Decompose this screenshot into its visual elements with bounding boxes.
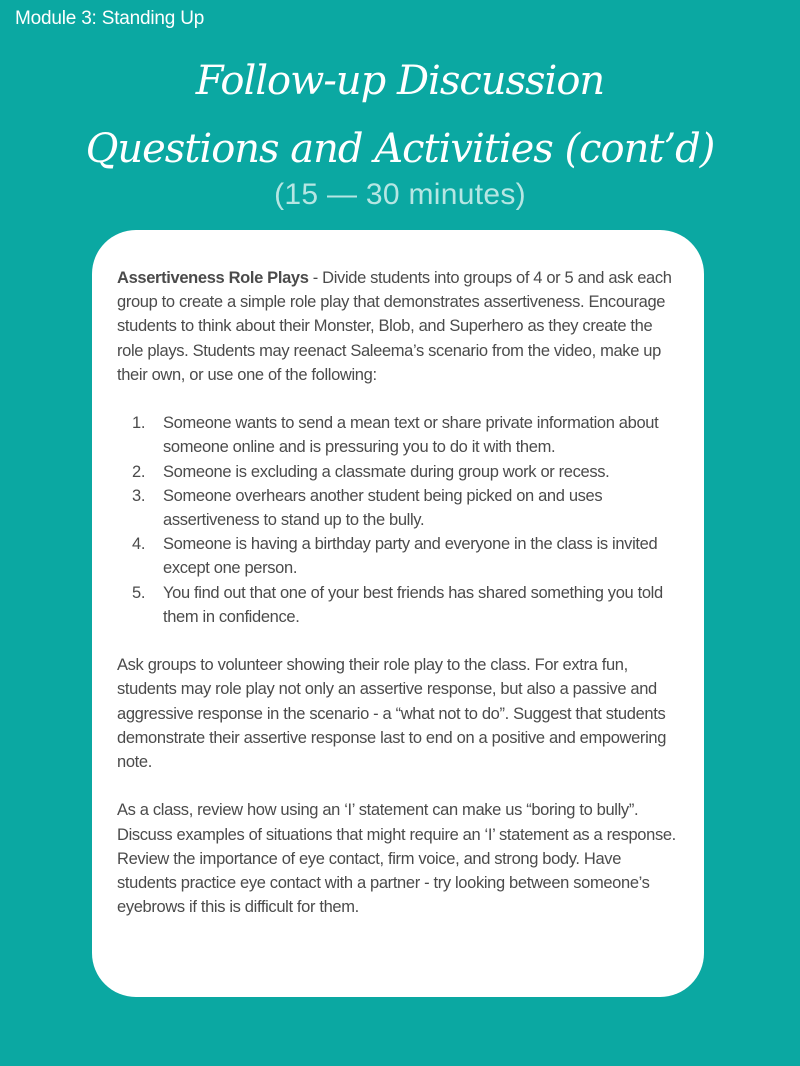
content-card xyxy=(92,230,704,997)
list-number: 1. xyxy=(132,414,146,433)
module-label: Module 3: Standing Up xyxy=(15,8,205,29)
role-play-sharing-paragraph: Ask groups to volunteer showing their role play to the class. For extra fun, students may role play not only an assertive response, but also a passive and aggressive response in the scenario - a “what not to do”. Suggest that students demonstrate their assertive response last to end on a positive and empowering note. xyxy=(117,656,667,772)
list-number: 4. xyxy=(132,535,146,554)
list-item xyxy=(117,484,678,532)
i-statement-paragraph: As a class, review how using an ‘I’ statement can make us “boring to bully”. Discuss examples of situations that might require an ‘I’ statement as a response. Review the importance of eye contact, firm voice, and strong body. Have students practice eye contact with a partner - try looking between someone’s eyebrows if this is difficult for them. xyxy=(117,801,676,917)
activity-heading: Assertiveness Role Plays xyxy=(117,269,309,287)
page-title-line-1: Follow-up Discussion xyxy=(195,58,605,104)
list-item-text: Someone wants to send a mean text or share private information about someone online and is pressuring you to do it with them. xyxy=(163,414,659,457)
list-item xyxy=(117,411,678,459)
list-item xyxy=(117,581,678,629)
list-item-text: You find out that one of your best friends has shared something you told them in confidence. xyxy=(163,583,663,626)
list-number: 3. xyxy=(132,486,146,505)
list-item-text: Someone is having a birthday party and everyone in the class is invited except one person. xyxy=(163,535,658,578)
list-number: 5. xyxy=(132,583,146,602)
list-item-text: Someone overhears another student being picked on and uses assertiveness to stand up to the bully. xyxy=(163,486,603,530)
list-item-text: Someone is excluding a classmate during group work or recess. xyxy=(163,462,610,481)
list-item xyxy=(117,460,678,484)
duration-subtitle: (15 — 30 minutes) xyxy=(274,178,526,211)
intro-paragraph xyxy=(117,266,678,387)
page-title-line-2: Questions and Activities (cont’d) xyxy=(85,126,715,172)
list-item xyxy=(117,532,678,580)
intro-text: - Divide students into groups of 4 or 5 and ask each group to create a simple role play that demonstrates assertiveness. Encourage students to think about their Monster, Blob, and Superhero as they create the role plays. Students may reenact Saleema’s scenario from the video, make up their own, or use one of the following: xyxy=(117,269,672,384)
list-number: 2. xyxy=(132,462,146,481)
scenario-list xyxy=(117,411,678,629)
